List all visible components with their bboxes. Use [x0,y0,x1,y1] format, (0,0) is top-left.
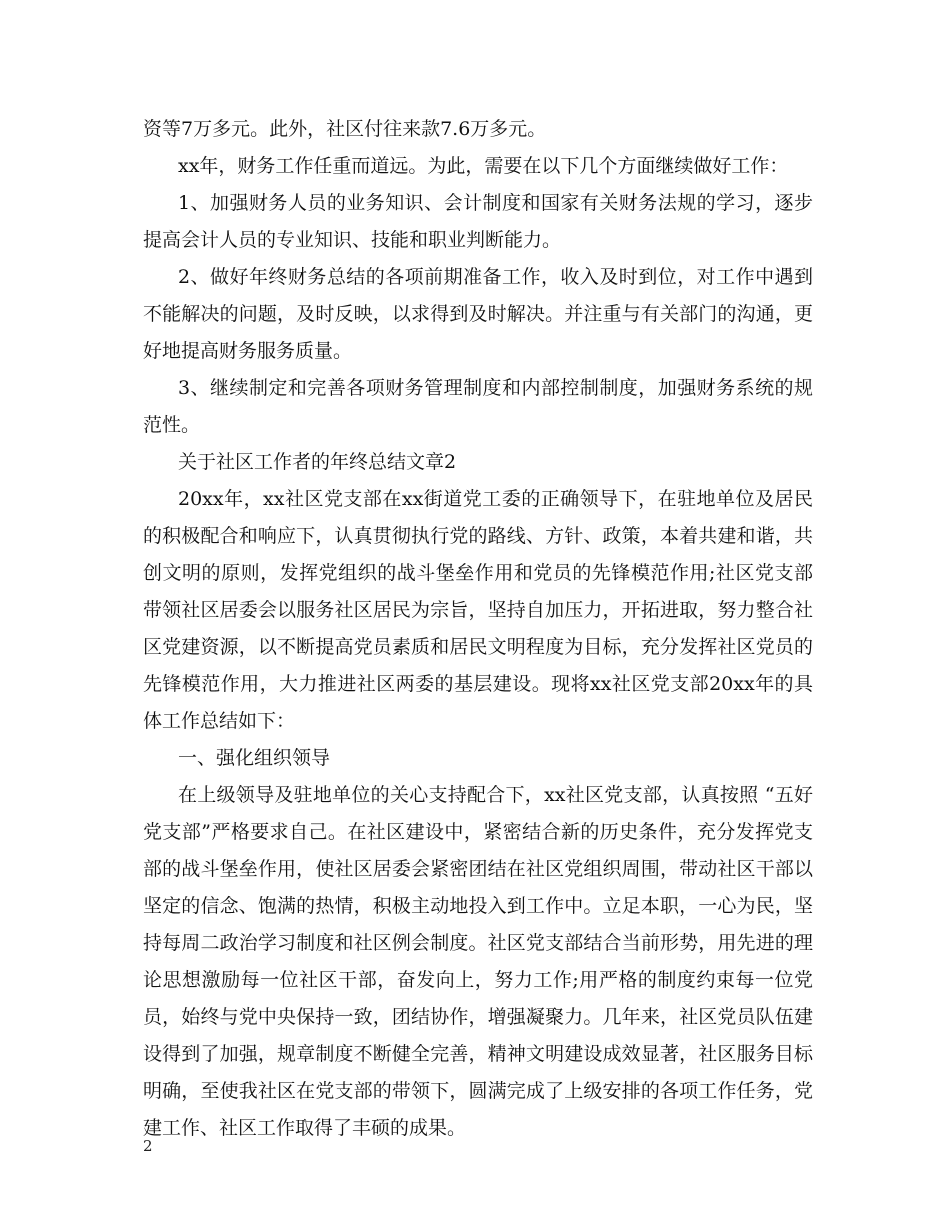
document-body [143,111,813,1147]
paragraph-intro: xx年，财务工作任重而道远。为此，需要在以下几个方面继续做好工作： [178,155,789,177]
page-number: 2 [143,1137,153,1155]
paragraph-item-2: 2、做好年终财务总结的各项前期准备工作，收入及时到位，对工作中遇到不能解决的问题，及时反映，以求得到及时解决。并注重与有关部门的沟通，更好地提高财务服务质量。 [143,266,813,362]
paragraph-section-body: 在上级领导及驻地单位的关心支持配合下，xx社区党支部，认真按照 “五好党支部”严格要求自己。在社区建设中，紧密结合新的历史条件，充分发挥党支部的战斗堡垒作用，使社区居委会紧密团结在社区党组织周围，带动社区干部以坚定的信念、饱满的热情，积极主动地投入到工作中。立足本职，一心为民，坚持每周二政治学习制度和社区例会制度。社区党支部结合当前形势，用先进的理论思想激励每一位社区干部，奋发向上，努力工作;用严格的制度约束每一位党员，始终与党中央保持一致，团结协作，增强凝聚力。几年来，社区党员队伍建设得到了加强，规章制度不断健全完善，精神文明建设成效显著，社区服务目标明确，至使我社区在党支部的带领下，圆满完成了上级安排的各项工作任务，党建工作、社区工作取得了丰硕的成果。 [143,784,813,1139]
paragraph-continuation: 资等7万多元。此外，社区付往来款7.6万多元。 [143,118,547,140]
paragraph-item-1: 1、加强财务人员的业务知识、会计制度和国家有关财务法规的学习，逐步提高会计人员的专业知识、技能和职业判断能力。 [143,192,813,251]
section-heading: 一、强化组织领导 [178,747,331,769]
article-title: 关于社区工作者的年终总结文章2 [178,451,457,473]
paragraph-item-3: 3、继续制定和完善各项财务管理制度和内部控制制度，加强财务系统的规范性。 [143,377,813,436]
paragraph-summary: 20xx年，xx社区党支部在xx街道党工委的正确领导下，在驻地单位及居民的积极配合和响应下，认真贯彻执行党的路线、方针、政策，本着共建和谐，共创文明的原则，发挥党组织的战斗堡垒作用和党员的先锋模范作用;社区党支部带领社区居委会以服务社区居民为宗旨，坚持自加压力，开拓进取，努力整合社区党建资源，以不断提高党员素质和居民文明程度为目标，充分发挥社区党员的先锋模范作用，大力推进社区两委的基层建设。现将xx社区党支部20xx年的具体工作总结如下： [143,488,813,732]
